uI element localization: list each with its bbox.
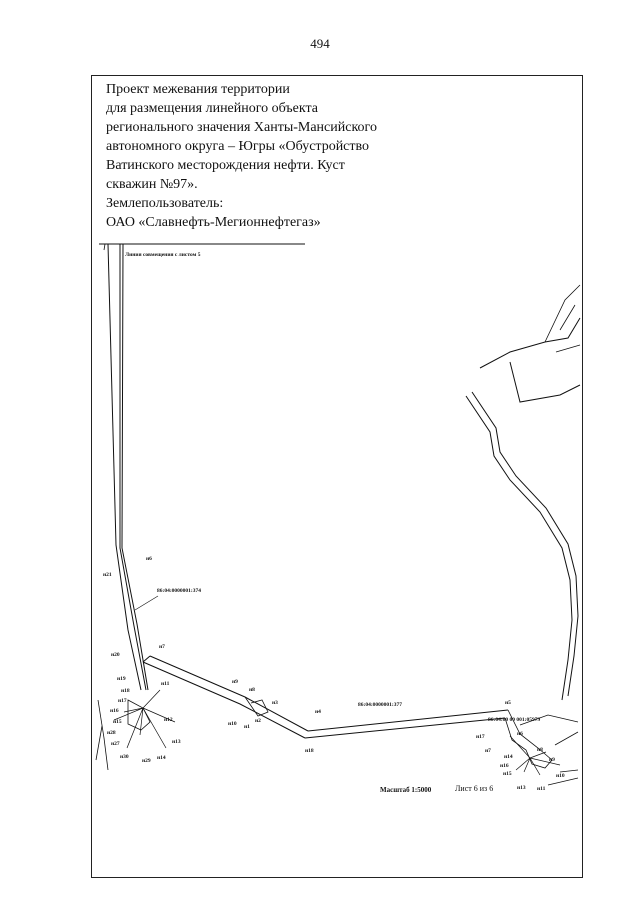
corridor-edge-outer bbox=[108, 244, 141, 690]
structure-edge-bottom bbox=[510, 362, 580, 402]
road-edge-right bbox=[472, 392, 578, 696]
point-label: н19 bbox=[117, 676, 126, 682]
point-label: н30 bbox=[120, 754, 129, 760]
local-loop-n1-n3 bbox=[245, 697, 268, 716]
point-label: н10 bbox=[228, 721, 237, 727]
point-label: н13 bbox=[172, 739, 181, 745]
road-edge-left bbox=[466, 396, 572, 700]
point-label: н28 bbox=[107, 730, 116, 736]
point-label: н17 bbox=[118, 698, 127, 704]
point-label: н7 bbox=[485, 748, 491, 754]
point-label: н12 bbox=[164, 717, 173, 723]
cadastral-map bbox=[92, 236, 582, 876]
title-line: регионального значения Ханты-Мансийского bbox=[106, 120, 377, 135]
structure-edge-top bbox=[480, 318, 580, 368]
point-label: н5 bbox=[505, 700, 511, 706]
structure-details bbox=[545, 285, 580, 352]
point-label: н18 bbox=[305, 748, 314, 754]
point-label: н14 bbox=[504, 754, 513, 760]
corridor-diagonal-lower bbox=[150, 656, 308, 731]
point-label: н3 bbox=[272, 700, 278, 706]
parcel-label: 86:04:0000001:374 bbox=[157, 588, 201, 594]
point-label: н11 bbox=[161, 681, 170, 687]
point-label: н8 bbox=[249, 687, 255, 693]
page-number: 494 bbox=[310, 36, 330, 51]
point-label: н2 bbox=[255, 718, 261, 724]
point-label: н17 bbox=[476, 734, 485, 740]
point-label: н11 bbox=[537, 786, 546, 792]
point-label: н15 bbox=[503, 771, 512, 777]
point-label: н13 bbox=[517, 785, 526, 791]
title-line: Проект межевания территории bbox=[106, 82, 290, 97]
map-canvas bbox=[92, 236, 582, 876]
point-label: н27 bbox=[111, 741, 120, 747]
parcel-leader bbox=[135, 596, 158, 610]
point-label: н20 bbox=[111, 652, 120, 658]
point-label: н6 bbox=[146, 556, 152, 562]
point-label: н8 bbox=[537, 747, 543, 753]
point-label: н16 bbox=[500, 763, 509, 769]
landowner-heading: Землепользователь: bbox=[106, 196, 224, 211]
title-line: скважин №97». bbox=[106, 177, 198, 192]
parcel-label: 86:04:0000001:377 bbox=[358, 702, 402, 708]
point-label: н4 bbox=[315, 709, 321, 715]
title-block bbox=[106, 80, 546, 232]
title-line: Ватинского месторождения нефти. Куст bbox=[106, 158, 345, 173]
point-label: н15 bbox=[113, 719, 122, 725]
point-label: н6 bbox=[517, 731, 523, 737]
title-line: автономного округа – Югры «Обустройство bbox=[106, 139, 370, 154]
point-label: н1 bbox=[244, 724, 250, 730]
scale-label: Масштаб 1:5000 bbox=[380, 786, 432, 794]
pad-right-rays bbox=[510, 736, 560, 775]
point-label: н18 bbox=[121, 688, 130, 694]
point-label: н10 bbox=[556, 773, 565, 779]
point-label: н7 bbox=[159, 644, 165, 650]
sheet-label: Лист 6 из 6 bbox=[455, 784, 494, 793]
match-line-label: Линия совмещения с листом 5 bbox=[125, 252, 201, 258]
corridor-edge-middle bbox=[120, 244, 146, 690]
corridor-tick bbox=[104, 244, 105, 250]
point-label: н9 bbox=[549, 757, 555, 763]
landowner-name: ОАО «Славнефть-Мегионнефтегаз» bbox=[106, 215, 321, 230]
parcel-label: 86:04:00 00 001:05979 bbox=[488, 717, 541, 723]
corridor-edge-inner bbox=[122, 244, 148, 690]
point-label: н29 bbox=[142, 758, 151, 764]
corridor-joint bbox=[143, 656, 150, 662]
corridor-diagonal-upper bbox=[143, 662, 305, 738]
title-line: для размещения линейного объекта bbox=[106, 101, 318, 116]
point-label: н14 bbox=[157, 755, 166, 761]
pad-right-edges bbox=[520, 715, 578, 785]
point-label: н21 bbox=[103, 572, 112, 578]
point-label: н16 bbox=[110, 708, 119, 714]
point-label: н9 bbox=[232, 679, 238, 685]
